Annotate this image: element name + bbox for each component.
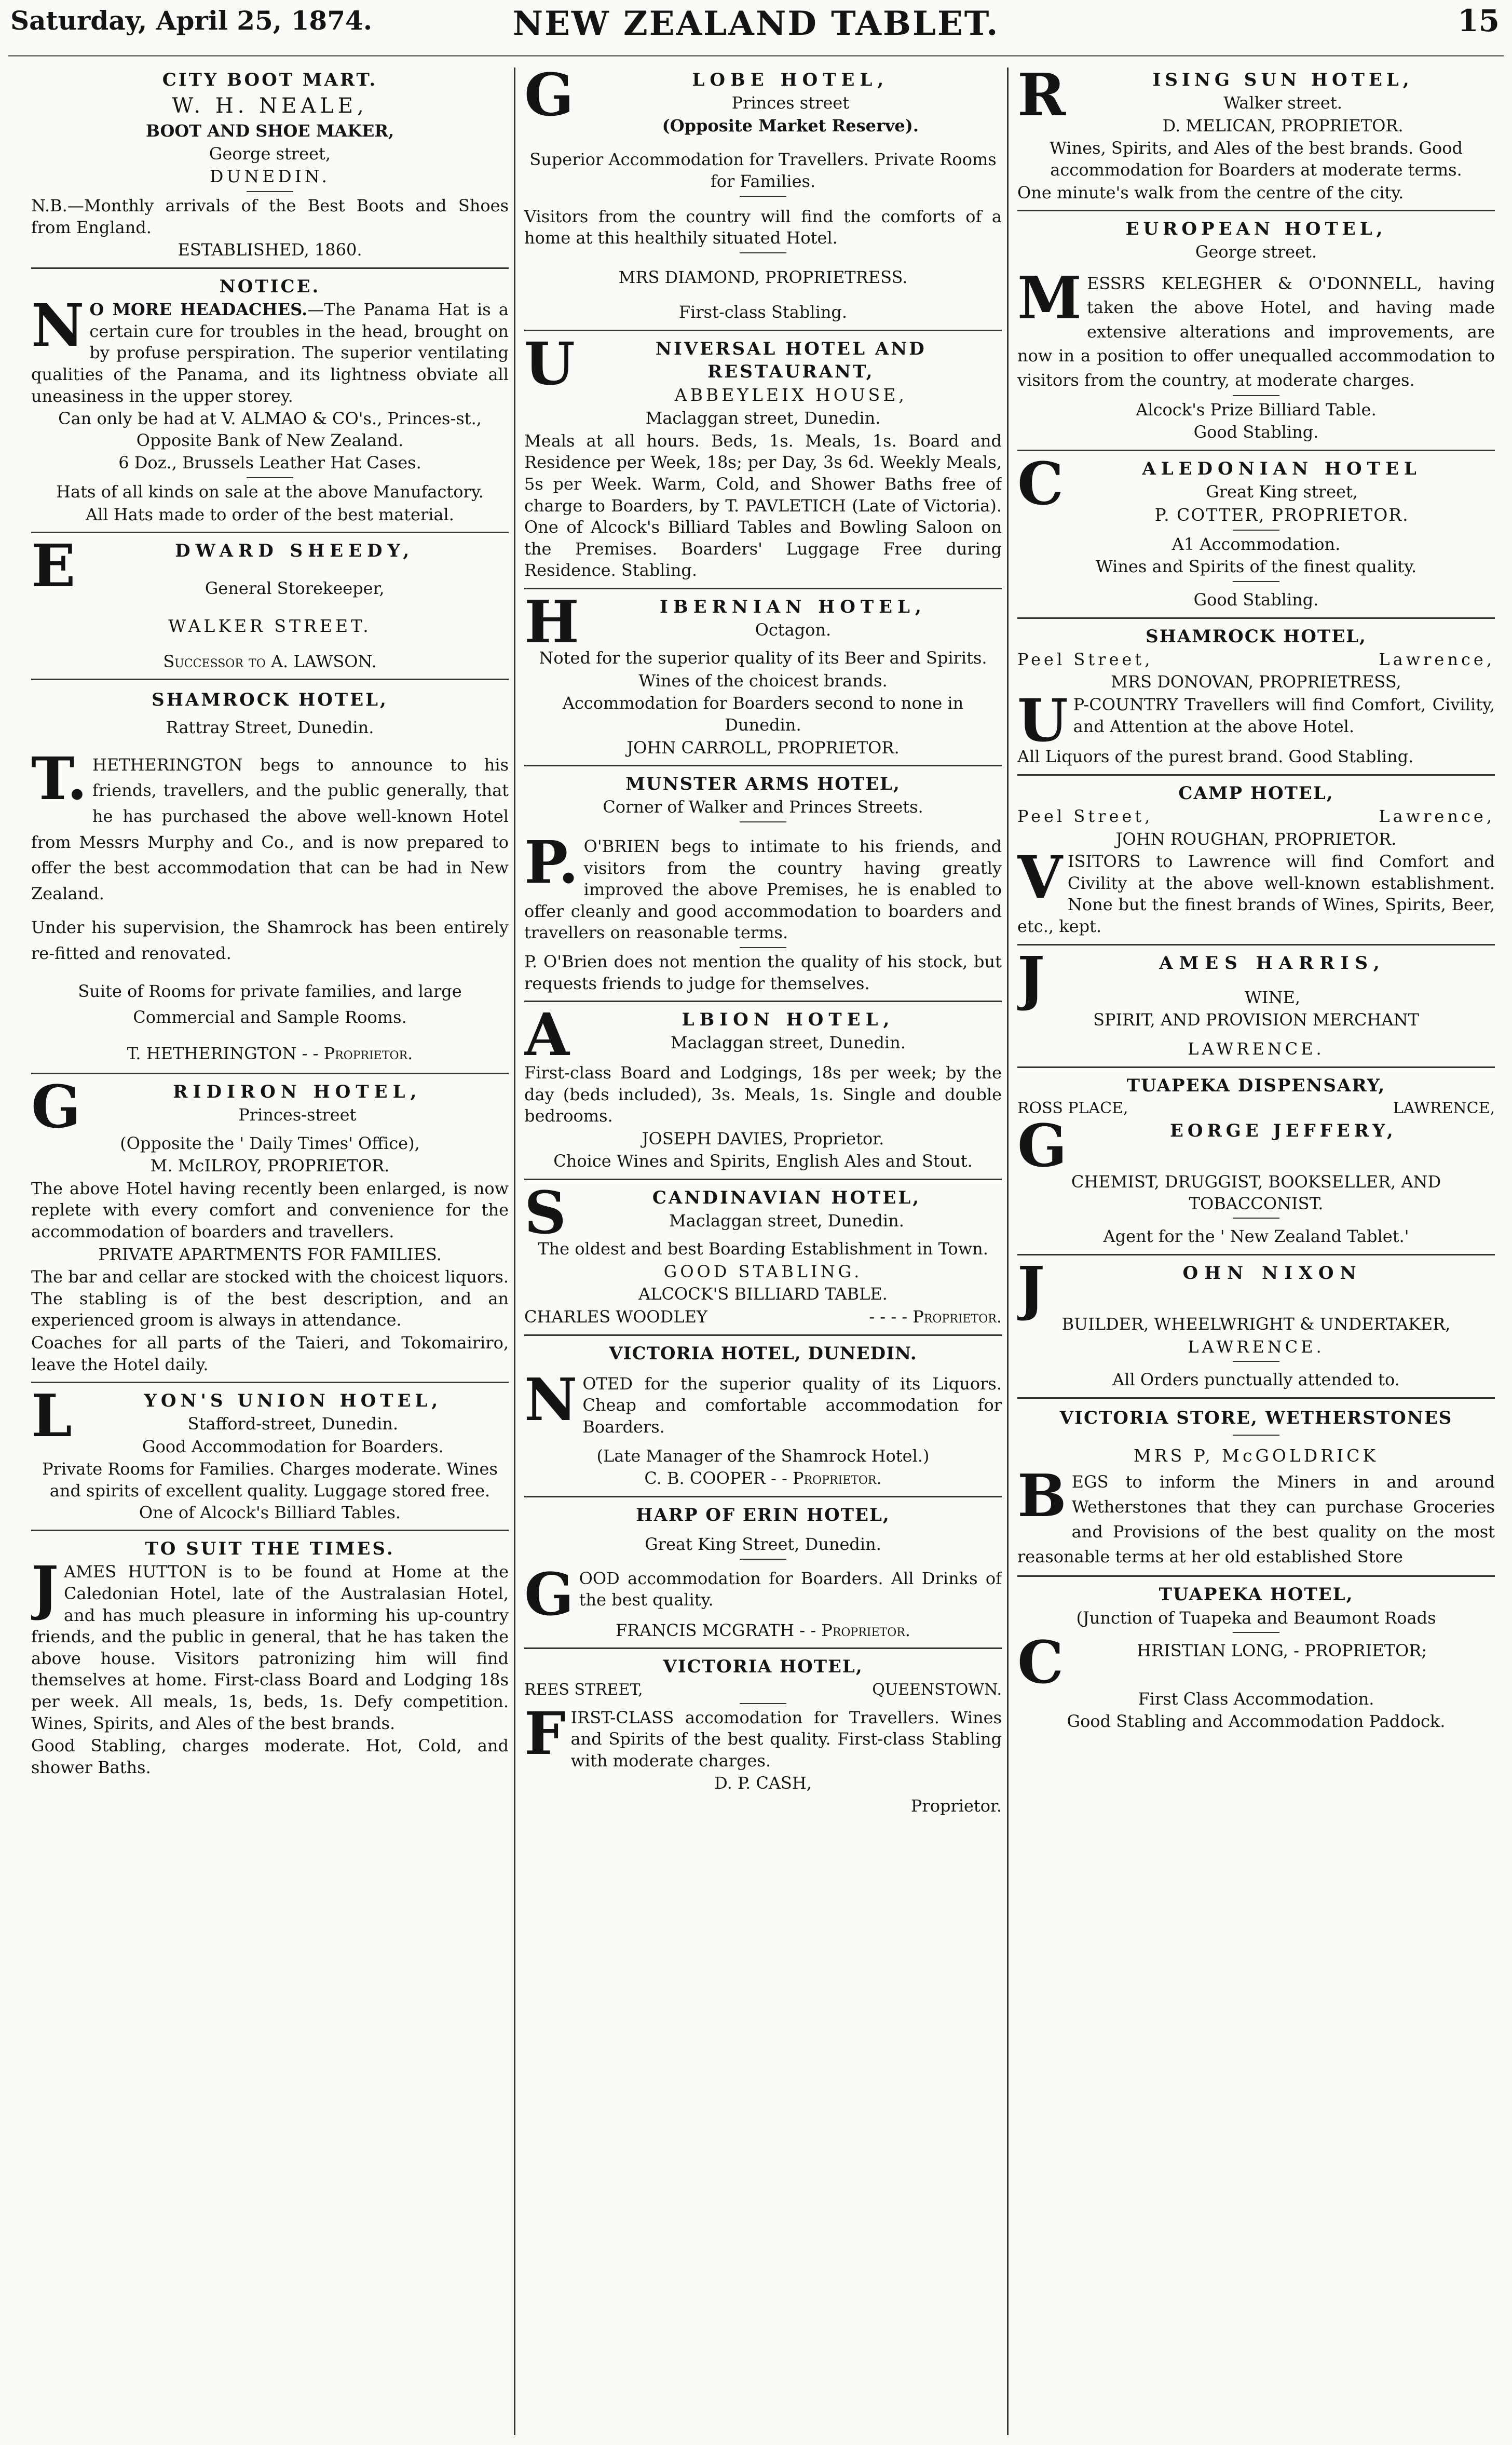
drop-cap: C: [1017, 1629, 1064, 1697]
ad-separator: [31, 1382, 509, 1383]
ad-text: OTED for the superior quality of its Liquors. Cheap and comfortable accommodation for Boarders.: [582, 1373, 1002, 1437]
drop-cap: A: [524, 1001, 569, 1070]
ad-title: YON'S UNION HOTEL,: [144, 1390, 442, 1412]
drop-cap: V: [1017, 844, 1063, 912]
ad-title: EUROPEAN HOTEL,: [1125, 219, 1387, 240]
ad-separator: [1017, 1397, 1495, 1399]
ad-text: The oldest and best Boarding Establishment in Town.: [538, 1239, 988, 1259]
ad-text: Under his supervision, the Shamrock has been entirely re-fitted and renovated.: [31, 917, 509, 963]
ad-lead: O MORE HEADACHES.: [89, 300, 308, 320]
ad-separator: [524, 1647, 1002, 1649]
ad-separator: [1017, 1575, 1495, 1577]
ad-text: All Hats made to order of the best material.: [86, 504, 454, 524]
short-rule: [1233, 395, 1279, 396]
ad-street: Corner of Walker and Princes Streets.: [603, 797, 923, 817]
ad-separator: [1017, 944, 1495, 945]
drop-cap: U: [1017, 686, 1068, 755]
ad-gridiron-hotel: [31, 1073, 509, 1375]
ad-title: NOTICE.: [219, 276, 321, 298]
ad-title: IBERNIAN HOTEL,: [660, 596, 927, 617]
ad-text: One minute's walk from the centre of the city.: [1017, 182, 1404, 202]
ad-text: A1 Accommodation.: [1172, 534, 1341, 554]
ad-town: LAWRENCE.: [1188, 1038, 1325, 1059]
ad-universal-hotel: [524, 330, 1002, 582]
ad-text: 6 Doz., Brussels Leather Hat Cases.: [118, 453, 421, 473]
ad-text: EGS to inform the Miners in and around Wetherstones that they can purchase Groceries and Provisions of the best quality on the most reasonable terms at her old established Store: [1017, 1472, 1495, 1567]
short-rule: [740, 252, 786, 253]
ad-separator: [524, 1001, 1002, 1002]
ad-text: GOOD STABLING.: [663, 1261, 863, 1281]
ad-text: Visitors from the country will find the comforts of a home at this healthily situated Hotel.: [524, 206, 1002, 248]
ad-street: WALKER STREET.: [168, 615, 372, 636]
ad-text: BUILDER, WHEELWRIGHT & UNDERTAKER,: [1061, 1314, 1451, 1334]
ad-shamrock-hotel-lawrence: [1017, 625, 1495, 768]
ad-separator: [31, 679, 509, 680]
ad-title: TUAPEKA DISPENSARY,: [1126, 1075, 1386, 1096]
ad-text: (Opposite the ' Daily Times' Office),: [120, 1133, 420, 1153]
drop-cap: G: [524, 67, 574, 129]
ad-lyons-union-hotel: [31, 1382, 509, 1523]
ad-text: Good Stabling and Accommodation Paddock.: [1067, 1711, 1446, 1732]
ad-street: Walker street.: [1223, 93, 1342, 113]
short-rule: [740, 196, 786, 197]
ad-text: Good Accommodation for Boarders.: [142, 1436, 444, 1456]
ad-street: REES STREET,: [524, 1680, 643, 1699]
ad-separator: [1017, 450, 1495, 451]
ad-european-hotel: [1017, 218, 1495, 443]
ad-text: —The Panama Hat is a certain cure for troubles in the head, brought on by profuse perspiration. The superior ventilating qualities of the Panama, and its lightness obviate all uneasiness in the upper storey.: [31, 300, 509, 406]
ad-separator: [524, 588, 1002, 589]
ad-street: Princes-street: [238, 1105, 357, 1125]
ad-john-nixon: [1017, 1254, 1495, 1391]
masthead: [0, 0, 1512, 62]
drop-cap: N: [31, 292, 85, 360]
ad-street: Octagon.: [755, 620, 832, 640]
ad-street: Maclaggan street, Dunedin.: [671, 1033, 906, 1053]
column-3: [1017, 67, 1495, 2435]
ad-victoria-hotel-queenstown: [524, 1655, 1002, 1817]
ad-text: (Opposite Market Reserve).: [662, 115, 919, 136]
ad-proprietor: JOSEPH DAVIES, Proprietor.: [642, 1128, 884, 1149]
ad-title: TUAPEKA HOTEL,: [1159, 1584, 1354, 1605]
ad-separator: [1017, 774, 1495, 776]
proprietor-role: - - Proprietor.: [770, 1468, 882, 1489]
ad-trade: General Storekeeper,: [205, 578, 385, 599]
ad-proprietor: M. McILROY, PROPRIETOR.: [150, 1156, 390, 1176]
ad-separator: [31, 267, 509, 269]
ad-text: P. O'Brien does not mention the quality of his stock, but requests friends to judge for themselves.: [524, 951, 1002, 993]
ad-munster-arms-hotel: [524, 773, 1002, 994]
ad-proprietor: JOHN CARROLL, PROPRIETOR.: [626, 737, 900, 758]
ad-title: SHAMROCK HOTEL,: [152, 690, 388, 711]
ad-street: Maclaggan street, Dunedin.: [645, 408, 881, 428]
ad-text: Private Rooms for Families. Charges moderate. Wines and spirits of excellent quality. Luggage stored free. One of Alcock's Billiard Tables.: [42, 1459, 498, 1522]
ad-text: O'BRIEN begs to intimate to his friends, and visitors from the country having greatly improved the above Premises, he is enabled to offer cleanly and good accommodation to boarders and travellers on reasonable terms.: [524, 836, 1002, 943]
short-rule: [247, 477, 293, 478]
short-rule: [247, 191, 293, 192]
ad-proprietor: HRISTIAN LONG, - PROPRIETOR;: [1137, 1641, 1427, 1661]
ad-text: First Class Accommodation.: [1138, 1688, 1374, 1709]
ad-street: Peel Street,: [1017, 806, 1153, 826]
ad-proprietor: MRS DONOVAN, PROPRIETRESS,: [1111, 672, 1401, 692]
drop-cap: J: [31, 1554, 59, 1623]
ad-title: AMES HARRIS,: [1159, 952, 1386, 974]
drop-cap: T.: [31, 745, 87, 813]
drop-cap: N: [524, 1366, 578, 1434]
ad-title: LBION HOTEL,: [682, 1009, 895, 1031]
ad-text: Meals at all hours. Beds, 1s. Meals, 1s. Board and Residence per Week, 18s; per Day, 3s 6d. Weekly Meals, 5s per Week. Warm, Cold, and Shower Baths free of charge to Boarders, by T. PAVLETICH (Late of Victoria). One of Alcock's Billiard Tables and Bowling Saloon on the Premises. Boarders' Luggage Free during Residence. Stabling.: [524, 430, 1002, 580]
ad-title: CANDINAVIAN HOTEL,: [652, 1187, 921, 1208]
drop-cap: H: [524, 588, 579, 656]
proprietor-name: CHARLES WOODLEY: [524, 1307, 708, 1327]
drop-cap: E: [31, 532, 76, 601]
ad-title: TO SUIT THE TIMES.: [145, 1538, 395, 1560]
short-rule: [1233, 581, 1279, 582]
ad-text: Good Stabling.: [1193, 422, 1319, 442]
ad-albion-hotel: [524, 1001, 1002, 1172]
ad-text: Accommodation for Boarders second to none in Dunedin.: [562, 693, 964, 735]
ad-text: (Late Manager of the Shamrock Hotel.): [596, 1446, 930, 1466]
ad-text: Choice Wines and Spirits, English Ales and Stout.: [553, 1151, 973, 1171]
column-divider: [1007, 67, 1009, 2435]
ad-street: George street.: [1195, 242, 1317, 262]
drop-cap: G: [31, 1073, 81, 1142]
ad-town: Lawrence,: [1379, 649, 1495, 669]
drop-cap: L: [31, 1382, 72, 1451]
ad-separator: [1017, 1254, 1495, 1255]
ad-text: AMES HUTTON is to be found at Home at the Caledonian Hotel, late of the Australasian Hotel, and has much pleasure in informing his up-country friends, and the public in general, that he has taken the above house. Visitors patronizing him will find themselves at home. First-class Board and Lodging 18s per week. All meals, 1s, beds, 1s. Defy competition. Wines, Spirits, and Ales of the best brands.: [31, 1562, 509, 1733]
ad-title: ALEDONIAN HOTEL: [1142, 458, 1422, 480]
ad-street: George street,: [209, 143, 331, 164]
ad-text: First-class Board and Lodgings, 18s per week; by the day (beds included), 3s. Meals, 1s. Single and double bedrooms.: [524, 1062, 1002, 1126]
ad-separator: [524, 1179, 1002, 1180]
issue-date: Saturday, April 25, 1874.: [10, 5, 373, 36]
ad-place: ROSS PLACE,: [1017, 1099, 1128, 1117]
ad-tuapeka-dispensary: [1017, 1074, 1495, 1248]
ad-separator: [524, 330, 1002, 331]
ad-title: ISING SUN HOTEL,: [1152, 70, 1413, 90]
ad-text: Alcock's Prize Billiard Table.: [1136, 399, 1377, 420]
ad-title: LOBE HOTEL,: [692, 70, 889, 90]
ad-town: DUNEDIN.: [210, 166, 330, 187]
ad-camp-hotel: [1017, 782, 1495, 938]
ad-separator: [524, 1334, 1002, 1336]
ad-text: ESSRS KELEGHER & O'DONNELL, having taken the above Hotel, and having made extensive alterations and improvements, are now in a position to offer unequalled accommodation to visitors from the country, at moderate charges.: [1017, 273, 1495, 390]
short-rule: [740, 1703, 786, 1704]
ad-separator: [1017, 1066, 1495, 1068]
ad-title: CITY BOOT MART.: [162, 70, 378, 90]
ad-proprietor: D. MELICAN, PROPRIETOR.: [1162, 115, 1404, 136]
ad-proprietor: JOHN ROUGHAN, PROPRIETOR.: [1115, 829, 1397, 849]
drop-cap: G: [524, 1560, 574, 1629]
short-rule: [1233, 1218, 1279, 1219]
ad-title: OHN NIXON: [1182, 1262, 1363, 1284]
ad-text: Can only be had at V. ALMAO & CO's., Princes-st., Opposite Bank of New Zealand.: [58, 409, 482, 450]
ad-city-boot-mart: [31, 69, 509, 261]
column-divider: [514, 67, 515, 2435]
drop-cap: B: [1017, 1462, 1067, 1531]
ad-text: Wines, Spirits, and Ales of the best brands. Good accommodation for Boarders at moderate terms.: [1050, 138, 1463, 180]
ad-town: LAWRENCE,: [1393, 1099, 1495, 1117]
ad-victoria-hotel-dunedin: [524, 1342, 1002, 1490]
ad-separator: [524, 765, 1002, 766]
ad-separator: [31, 532, 509, 533]
short-rule: [740, 947, 786, 948]
short-rule: [1233, 1632, 1279, 1633]
drop-cap: G: [1017, 1112, 1067, 1180]
ad-scandinavian-hotel: [524, 1179, 1002, 1328]
drop-cap: F: [524, 1699, 566, 1768]
short-rule: [1233, 1435, 1279, 1436]
ad-text: N.B.—Monthly arrivals of the Best Boots and Shoes from England.: [31, 196, 509, 237]
ad-text: The bar and cellar are stocked with the choicest liquors. The stabling is of the best description, and an experienced groom is always in attendance.: [31, 1267, 509, 1330]
ad-title: DWARD SHEEDY,: [175, 541, 415, 562]
ad-title: MUNSTER ARMS HOTEL,: [625, 774, 901, 795]
short-rule: [740, 821, 786, 822]
ad-harp-of-erin-hotel: [524, 1504, 1002, 1642]
ad-text: OOD accommodation for Boarders. All Drinks of the best quality.: [579, 1568, 1002, 1610]
drop-cap: M: [1017, 264, 1082, 332]
ad-name: MRS P, McGOLDRICK: [1133, 1445, 1379, 1466]
ad-town: QUEENSTOWN.: [872, 1680, 1002, 1699]
ad-text: Superior Accommodation for Travellers. Private Rooms for Families.: [529, 150, 997, 191]
proprietor-role: - - Proprietor.: [799, 1620, 910, 1640]
ad-edward-sheedy: [31, 532, 509, 672]
proprietor-name: FRANCIS MCGRATH: [616, 1620, 795, 1640]
ad-street: Great King street,: [1206, 482, 1358, 502]
ad-text: Suite of Rooms for private families, and large Commercial and Sample Rooms.: [78, 981, 462, 1028]
page-number: 15: [1457, 3, 1500, 38]
ad-title: VICTORIA HOTEL, DUNEDIN.: [609, 1343, 917, 1364]
ad-globe-hotel: [524, 69, 1002, 323]
ad-proprietor: MRS DIAMOND, PROPRIETRESS.: [618, 267, 908, 287]
ad-street: Stafford-street, Dunedin.: [187, 1414, 399, 1434]
ad-text: ALCOCK'S BILLIARD TABLE.: [638, 1284, 888, 1304]
ad-text: All Liquors of the purest brand. Good Stabling.: [1017, 747, 1414, 767]
ad-text: Hats of all kinds on sale at the above Manufactory.: [56, 481, 484, 502]
ad-text: All Orders punctually attended to.: [1112, 1370, 1400, 1390]
ad-notice-hats: [31, 275, 509, 525]
ad-text: Wines of the choicest brands.: [638, 670, 888, 691]
ad-text: Good Stabling, charges moderate. Hot, Cold, and shower Baths.: [31, 1736, 509, 1777]
ad-proprietor-role: Proprietor.: [910, 1796, 1002, 1816]
short-rule: [1233, 530, 1279, 531]
ad-shamrock-hotel: [31, 686, 509, 1066]
ad-title: VICTORIA STORE, WETHERSTONES: [1059, 1407, 1453, 1428]
ad-text: (Junction of Tuapeka and Beaumont Roads: [1076, 1608, 1436, 1628]
ad-text: First-class Stabling.: [678, 302, 848, 322]
ad-caledonian-hotel: [1017, 450, 1495, 611]
ad-house: ABBEYLEIX HOUSE,: [674, 385, 907, 406]
ad-text: CHEMIST, DRUGGIST, BOOKSELLER, AND TOBACCONIST.: [1071, 1172, 1441, 1213]
ad-text: P-COUNTRY Travellers will find Comfort, Civility, and Attention at the above Hotel.: [1073, 694, 1495, 736]
ad-text: HETHERINGTON begs to announce to his friends, travellers, and the public generally, that he has purchased the above well-known Hotel from Messrs Murphy and Co., and is now prepared to offer the best accommodation that can be had in New Zealand.: [31, 754, 509, 903]
ad-street: Peel Street,: [1017, 649, 1153, 669]
ad-title: CAMP HOTEL,: [1178, 782, 1334, 804]
ad-proprietor: P. COTTER, PROPRIETOR.: [1154, 504, 1409, 525]
ad-street: Maclaggan street, Dunedin.: [669, 1211, 904, 1231]
ad-text: Wines and Spirits of the finest quality.: [1095, 557, 1417, 577]
proprietor-name: C. B. COOPER: [644, 1468, 766, 1489]
ad-title: NIVERSAL HOTEL AND RESTAURANT,: [655, 338, 927, 383]
drop-cap: C: [1017, 450, 1064, 519]
ad-street: Princes street: [731, 93, 850, 113]
ad-town: LAWRENCE.: [1188, 1336, 1325, 1357]
drop-cap: J: [1017, 944, 1045, 1012]
ad-tuapeka-hotel: [1017, 1583, 1495, 1732]
drop-cap: J: [1017, 1254, 1045, 1322]
ad-title: SHAMROCK HOTEL,: [1146, 626, 1367, 647]
ad-victoria-store: [1017, 1405, 1495, 1570]
drop-cap: R: [1017, 67, 1066, 129]
ad-to-suit-the-times: [31, 1537, 509, 1778]
column-1: [31, 67, 509, 2435]
newspaper-title: NEW ZEALAND TABLET.: [512, 4, 1000, 43]
ad-text: Agent for the ' New Zealand Tablet.': [1103, 1226, 1409, 1247]
ad-separator: [31, 1073, 509, 1074]
ad-hibernian-hotel: [524, 588, 1002, 759]
ad-text: Noted for the superior quality of its Beer and Spirits.: [539, 648, 987, 668]
ad-separator: [1017, 617, 1495, 619]
ad-separator: [31, 1530, 509, 1531]
ad-text: Coaches for all parts of the Taieri, and Tokomairiro, leave the Hotel daily.: [31, 1332, 509, 1374]
ad-text: The above Hotel having recently been enlarged, is now replete with every comfort and convenience for the accommodation of boarders and travellers.: [31, 1178, 509, 1241]
ad-james-harris: [1017, 944, 1495, 1060]
ad-name: EORGE JEFFERY,: [1169, 1120, 1397, 1141]
ad-separator: [524, 1496, 1002, 1497]
ad-title: RIDIRON HOTEL,: [173, 1082, 422, 1103]
proprietor-name: T. HETHERINGTON: [127, 1043, 297, 1063]
ad-town: Lawrence,: [1379, 806, 1495, 826]
ad-text: ISITORS to Lawrence will find Comfort and Civility at the above well-known establishment. None but the finest brands of Wines, Spirits, Beer, etc., kept.: [1017, 852, 1495, 936]
ad-text: IRST-CLASS accomodation for Travellers. Wines and Spirits of the best quality. First-class Stabling with moderate charges.: [570, 1707, 1002, 1771]
ad-text: WINE,: [1244, 987, 1301, 1007]
drop-cap: U: [524, 330, 575, 398]
ad-text: Successor to A. LAWSON.: [163, 651, 377, 671]
drop-cap: S: [524, 1179, 566, 1247]
drop-cap: P.: [524, 829, 579, 897]
ad-proprietor-name: D. P. CASH,: [714, 1773, 812, 1793]
ad-text: PRIVATE APARTMENTS FOR FAMILIES.: [98, 1244, 442, 1264]
ad-street: Rattray Street, Dunedin.: [166, 718, 374, 738]
proprietor-role: - - Proprietor.: [302, 1043, 413, 1063]
ad-title: VICTORIA HOTEL,: [663, 1656, 863, 1678]
short-rule: [740, 1559, 786, 1560]
column-2: [524, 67, 1002, 2435]
short-rule: [1233, 1361, 1279, 1362]
masthead-rule: [8, 55, 1504, 57]
ad-trade: BOOT AND SHOE MAKER,: [145, 121, 394, 141]
ad-text: Good Stabling.: [1193, 589, 1319, 610]
ad-text: ESTABLISHED, 1860.: [178, 240, 362, 260]
ad-street: Great King Street, Dunedin.: [645, 1534, 881, 1554]
ad-title: HARP OF ERIN HOTEL,: [636, 1504, 890, 1525]
ad-text: SPIRIT, AND PROVISION MERCHANT: [1093, 1010, 1419, 1030]
ad-separator: [1017, 210, 1495, 211]
ad-rising-sun-hotel: [1017, 69, 1495, 204]
ad-name: W. H. NEALE,: [172, 94, 368, 118]
proprietor-role: - - - - Proprietor.: [869, 1307, 1002, 1327]
